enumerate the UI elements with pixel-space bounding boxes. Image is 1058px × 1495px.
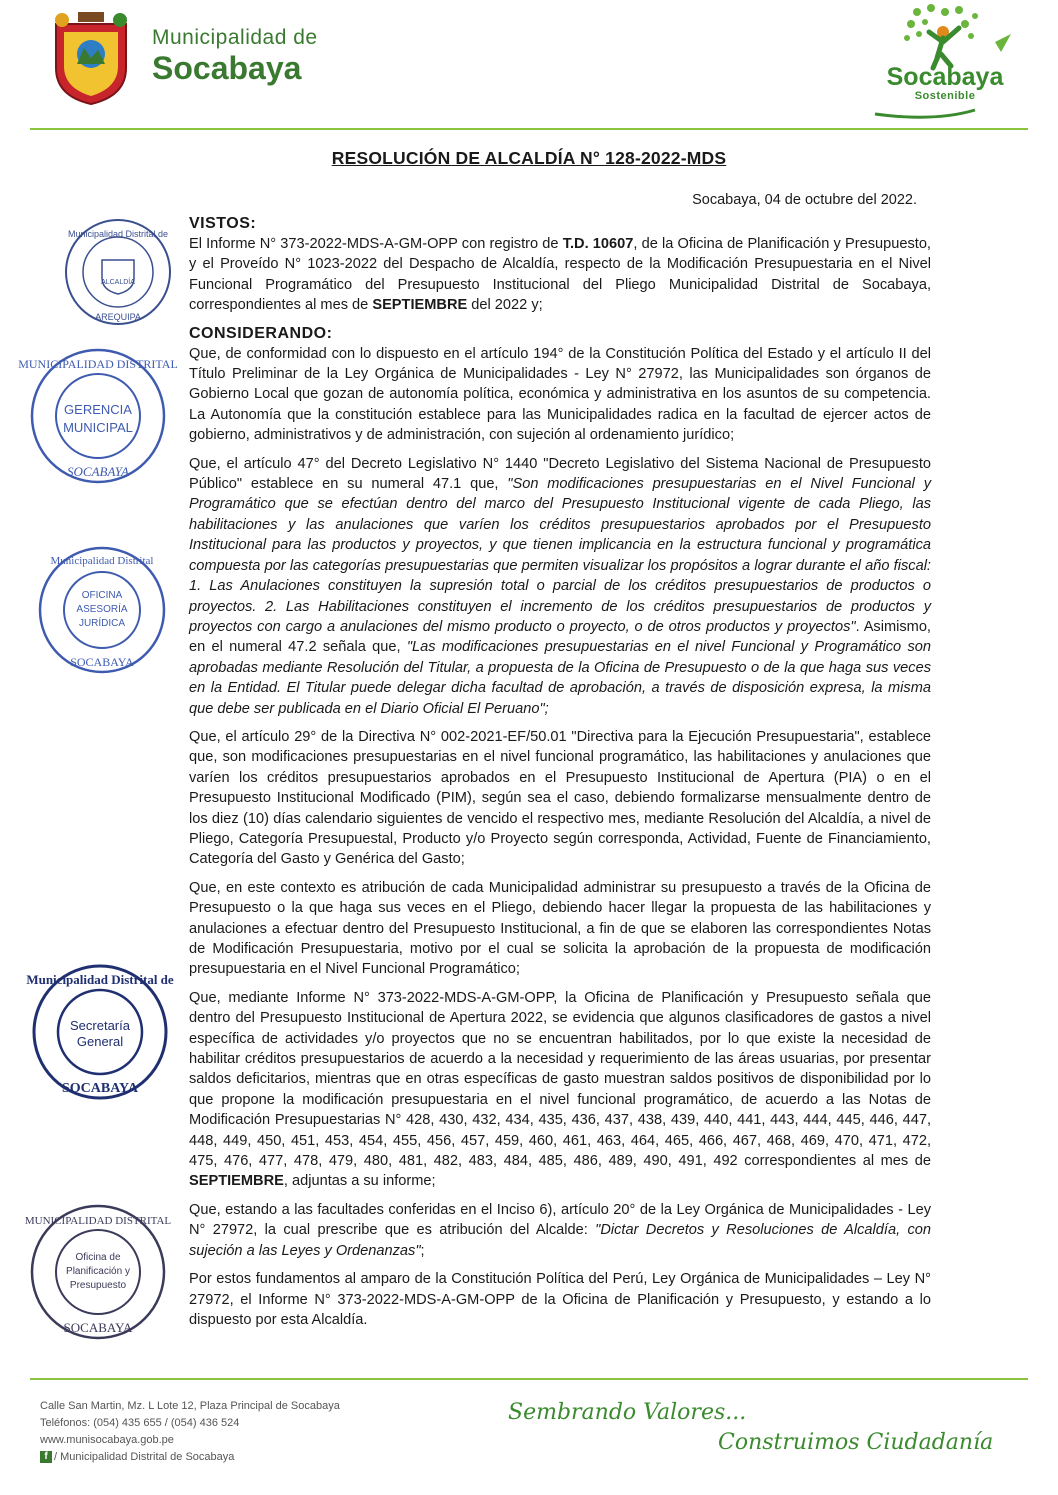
footer-facebook	[40, 1449, 340, 1466]
footer-divider	[30, 1378, 1028, 1380]
brand-name: Socabaya	[886, 63, 1004, 91]
stamp-gerencia-municipal	[18, 346, 178, 486]
resolution-body	[189, 214, 931, 1338]
considerando-paragraph-4: Que, en este contexto es atribución de cada Municipalidad administrar su presupuesto a través de la Oficina de Presupuesto o la que haga sus veces en el Pliego, debiendo hacer llegar la propuesta de las habilitaciones y anulaciones a efectuar dentro del Presupuesto Institucional, a fin de que se elaboren las correspondientes Notas de Modificación Presupuestaria, motivo por el cual se solicita la aprobación de la propuesta de modificación presupuestaria en el Nivel Funcional Programático;	[189, 879, 931, 978]
considerando-paragraph-1: Que, de conformidad con lo dispuesto en el artículo 194° de la Constitución Política del Estado y el artículo II del Título Preliminar de la Ley Orgánica de Municipalidades - Ley N° 27972, las Municipalidades son órganos de Gobierno Local que gozan de autonomía política, económica y administrativa en los asuntos de su competencia. La Autonomía que la constitución establece para las Municipalidades radica en la facultad de ejercer actos de gobierno, administrativos y de administración, con sujeción al ordenamiento jurídico;	[189, 345, 931, 444]
considerando-paragraph-6: Que, estando a las facultades conferidas en el Inciso 6), artículo 20° de la Ley Orgánica de Municipalidades - Ley N° 27972, la cual prescribe que es atribución del Alcalde: "Dictar Decretos y Resoluciones de Alcaldía, con sujeción a las Leyes y Ordenanzas";	[189, 1201, 931, 1259]
stamp-5-center-1: Oficina de	[75, 1252, 121, 1263]
stamp-5-ring-top: MUNICIPALIDAD DISTRITAL	[24, 1215, 172, 1227]
municipality-name	[152, 26, 318, 87]
vistos-heading: VISTOS:	[189, 215, 257, 232]
stamp-2-center-1: GERENCIA	[64, 402, 132, 417]
stamp-3-ring-top: Municipalidad Distrital	[50, 555, 154, 567]
stamp-3-center-2: ASESORÍA	[76, 604, 128, 615]
stamp-3-ring-bottom: SOCABAYA	[70, 655, 134, 669]
stamp-2-ring-top: MUNICIPALIDAD DISTRITAL	[18, 357, 178, 371]
brand-wordmark	[860, 64, 1030, 102]
stamp-4-ring-bottom: SOCABAYA	[62, 1081, 138, 1096]
footer-address: Calle San Martin, Mz. L Lote 12, Plaza Principal de Socabaya	[40, 1400, 340, 1412]
letterhead	[0, 0, 1058, 140]
stamp-secretaria-general	[26, 962, 174, 1102]
stamp-1-center: ALCALDÍA	[101, 279, 135, 286]
footer-website: www.munisocabaya.gob.pe	[40, 1434, 174, 1446]
facebook-icon: f	[40, 1451, 52, 1463]
municipality-name-line2: Socabaya	[152, 50, 302, 86]
brand-subtitle: Sostenible	[914, 90, 976, 102]
vistos-paragraph: El Informe N° 373-2022-MDS-A-GM-OPP con registro de T.D. 10607, de la Oficina de Planificación y Presupuesto, y el Proveído N° 1023-2022 del Despacho de Alcaldía, respecto de la Modificación Presupuestaria en el Nivel Funcional Programático del Presupuesto Institucional del Pliego Municipalidad Distrital de Socabaya, correspondientes al mes de SEPTIEMBRE del 2022 y;	[189, 236, 931, 314]
resolution-date: Socabaya, 04 de octubre del 2022.	[692, 192, 917, 208]
stamp-4-ring-top: Municipalidad Distrital de	[26, 972, 174, 987]
footer-contact	[40, 1398, 340, 1466]
municipal-crest-logo	[48, 10, 134, 106]
stamp-planificacion-presupuesto	[24, 1202, 172, 1342]
socabaya-sostenible-logo	[855, 2, 1025, 122]
footer-facebook-label: / Municipalidad Distrital de Socabaya	[54, 1451, 235, 1463]
footer-phones: Teléfonos: (054) 435 655 / (054) 436 524	[40, 1417, 240, 1429]
considerando-paragraph-5: Que, mediante Informe N° 373-2022-MDS-A-GM-OPP, la Oficina de Planificación y Presupuesto señala que dentro del Presupuesto Institucional de Apertura 2022, se evidencia que algunos clasificadores de gastos a nivel específica de actividades y/o proyectos que no se encuentran habilitados, por lo que existe la necesidad de habilitar créditos presupuestarios de acuerdo a la necesidad y requerimiento de las áreas usuarias, por presentar saldos deficitarios, mientras que en otras específicas de gasto muestran saldos positivos de disponibilidad por lo que propone la modificación presupuestaria en el nivel funcional programático, de acuerdo a las Notas de Modificación Presupuestarias N° 428, 430, 432, 434, 435, 436, 437, 438, 439, 440, 441, 443, 444, 445, 446, 447, 448, 449, 450, 451, 453, 454, 455, 456, 457, 459, 460, 461, 463, 464, 465, 466, 467, 468, 469, 470, 471, 472, 475, 476, 477, 478, 479, 480, 481, 482, 483, 484, 485, 486, 489, 490, 491, 492 correspondientes al mes de SEPTIEMBRE, adjuntas a su informe;	[189, 989, 931, 1190]
stamp-2-ring-bottom: SOCABAYA	[67, 464, 129, 479]
municipality-name-line1: Municipalidad de	[152, 26, 318, 49]
considerando-paragraph-3: Que, el artículo 29° de la Directiva N° 002-2021-EF/50.01 "Directiva para la Ejecución Presupuestaria", establece que, son modificaciones presupuestarias en el nivel funcional programático, las habilitaciones y anulaciones que varíen los créditos presupuestarios aprobados en el Presupuesto Institucional de Apertura (PIA) o en el Presupuesto Institucional Modificado (PIM), según sea el caso, debiendo formalizarse mensualmente dentro de los diez (10) días calendario siguientes de vencido el respectivo mes, mediante Resolución del Alcaldía, a nivel de Pliego, Categoría Presupuestal, Producto y/o Proyecto según corresponda, Actividad, Fuente de Financiamiento, Categoría del Gasto y Genérica del Gasto;	[189, 728, 931, 868]
stamp-5-center-2: Planificación y	[66, 1266, 130, 1277]
footer-slogan-1: Sembrando Valores...	[508, 1400, 747, 1425]
resolution-title: RESOLUCIÓN DE ALCALDÍA N° 128-2022-MDS	[331, 148, 727, 168]
stamp-1-ring-bottom: AREQUIPA	[95, 312, 141, 322]
stamp-5-ring-bottom: SOCABAYA	[63, 1320, 133, 1335]
considerando-heading: CONSIDERANDO:	[189, 324, 333, 342]
stamp-alcaldia-seal	[62, 216, 174, 328]
stamp-2-center-2: MUNICIPAL	[63, 420, 133, 435]
header-divider	[30, 128, 1028, 130]
stamp-4-center-1: Secretaría	[70, 1018, 130, 1033]
considerando-paragraph-7: Por estos fundamentos al amparo de la Constitución Política del Perú, Ley Orgánica de Municipalidades – Ley N° 27972, el Informe N° 373-2022-MDS-A-GM-OPP de la Oficina de Planificación y Presupuesto, y estando a lo dispuesto por esta Alcaldía.	[189, 1271, 931, 1328]
stamp-5-center-3: Presupuesto	[69, 1280, 127, 1291]
considerando-paragraph-2: Que, el artículo 47° del Decreto Legislativo N° 1440 "Decreto Legislativo del Sistema Nacional de Presupuesto Público" establece en su numeral 47.1 que, "Son modificaciones presupuestarias en el Nivel Funcional y Programático que se efectúan dentro del marco del Presupuesto Institucional vigente de cada Pliego, las habilitaciones y las anulaciones que varíen los créditos presupuestarios aprobados por el Presupuesto Institucional para las productos y proyectos, y que tienen implicancia en la estructura funcional y programática compuesta por las categorías presupuestarias que permiten visualizar los propósitos a lograr durante el año fiscal: 1. Las Anulaciones constituyen la supresión total o parcial de los créditos presupuestarios de productos o proyectos. 2. Las Habilitaciones constituyen el incremento de los créditos presupuestarios de productos y proyectos con cargo a anulaciones del mismo producto o proyecto, o de otros productos y proyectos". Asimismo, en el numeral 47.2 señala que, "Las modificaciones presupuestarias en el nivel Funcional y Programático son aprobadas mediante Resolución del Titular, a propuesta de la Oficina de Presupuesto o de la que haga sus veces en la Entidad. El Titular puede delegar dicha facultad de aprobación, a través de disposición expresa, la misma que debe ser publicada en el Diario Oficial El Peruano";	[189, 455, 932, 717]
stamp-3-center-3: JURÍDICA	[78, 618, 126, 629]
stamp-3-center-1: OFICINA	[81, 590, 123, 601]
stamp-asesoria-juridica	[36, 544, 168, 676]
stamp-4-center-2: General	[76, 1034, 124, 1049]
footer-slogan-2: Construimos Ciudadanía	[718, 1430, 994, 1455]
stamp-1-ring-top: Municipalidad Distrital de	[67, 229, 169, 239]
